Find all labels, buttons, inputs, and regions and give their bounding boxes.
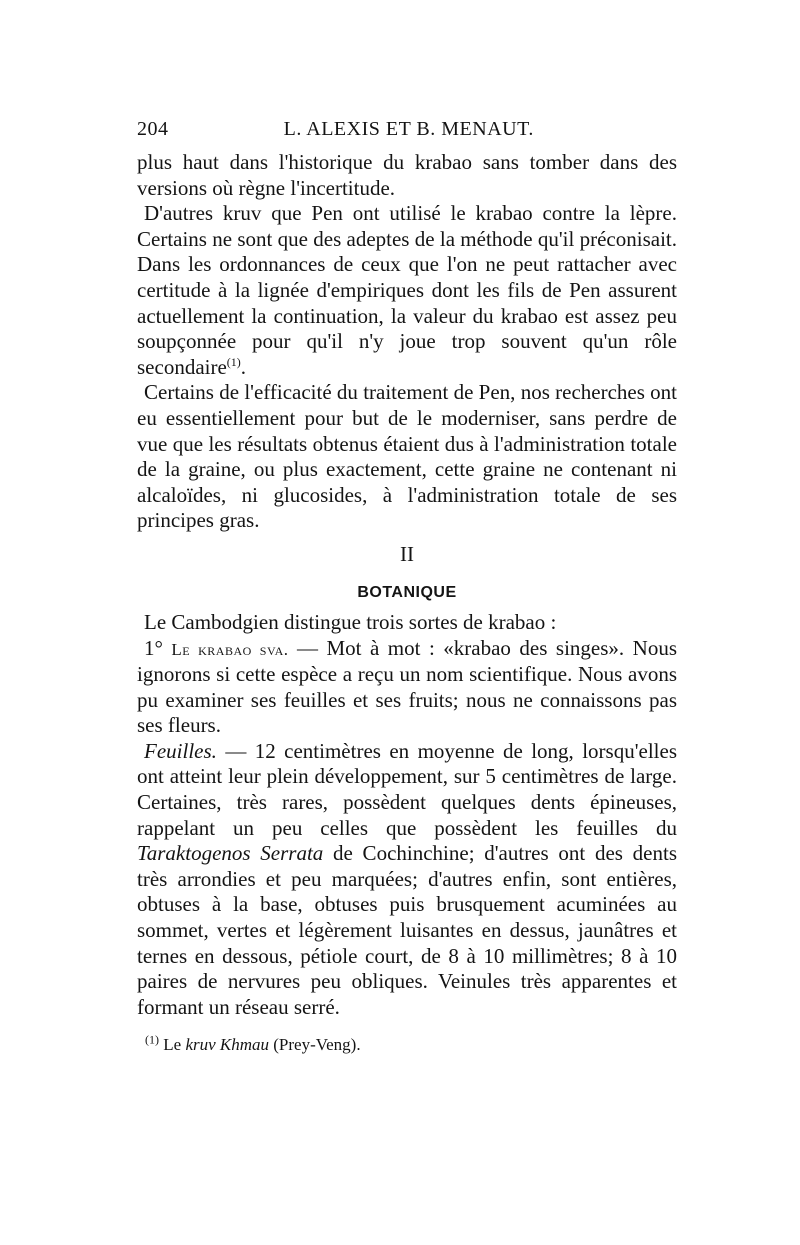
paragraph-traitement: Certains de l'efficacité du traitement de Pen, nos recherches ont eu essentiellement pour but de le moderniser, sans perdre de vue que les résultats obtenus étaient dus à l'administration totale de la graine, ou plus exactement, cette graine ne contenant ni alcaloïdes, ni glucosides, à l'administration totale de ses principes gras.	[137, 380, 677, 533]
item-number: 1°	[144, 635, 163, 660]
feuilles-text-1: — 12 centimètres en moyenne de long, lorsqu'elles ont atteint leur plein développement, sur 5 centimètres de large. Certaines, très rares, possèdent quelques dents épineuses, rappelant un peu celles que possèdent les feuilles du	[137, 738, 677, 840]
main-text	[137, 150, 677, 1058]
page-number: 204	[137, 118, 169, 140]
paragraph-feuilles	[137, 739, 677, 1021]
item-name: Le krabao sva.	[171, 639, 289, 659]
paragraph-continuation: plus haut dans l'historique du krabao sans tomber dans des versions où règne l'incertitude.	[137, 150, 677, 200]
paragraph-kruv-end: .	[240, 354, 247, 379]
footnote-reference: (1)	[226, 354, 241, 369]
feuilles-text-2: de Cochinchine; d'autres ont des dents très arrondies et peu marquées; d'autres enfin, sont entières, obtuses à la base, obtuses puis brusquement acuminées au sommet, vertes et légèrement luisantes en dessus, jaunâtres et ternes en dessous, pétiole court, de 8 à 10 millimètres; 8 à 10 paires de nervures peu obliques. Veinules très apparentes et formant un réseau serré.	[137, 841, 677, 1019]
running-header	[137, 118, 677, 150]
footnote-marker: (1)	[145, 1032, 159, 1047]
footnote-text-post: (Prey-Veng).	[269, 1035, 361, 1055]
section-title: BOTANIQUE	[357, 583, 457, 601]
paragraph-kruv-text: D'autres kruv que Pen ont utilisé le krabao contre la lèpre. Certains ne sont que des adeptes de la méthode qu'il préconisait. Dans les ordonnances de ceux que l'on ne peut rattacher avec certitude à la lignée d'empiriques dont les fils de Pen assurent actuellement la continuation, la valeur du krabao est assez peu soupçonnée pour qu'il n'y joue trop souvent qu'un rôle secondaire	[137, 201, 677, 379]
footnote-italic: kruv Khmau	[185, 1035, 270, 1055]
list-item-krabao-sva	[137, 636, 677, 739]
footnote-text-pre: Le	[159, 1035, 186, 1055]
feuilles-label: Feuilles.	[144, 738, 217, 763]
page	[137, 118, 677, 1058]
botanique-intro: Le Cambodgien distingue trois sortes de krabao :	[144, 609, 557, 634]
paragraph-kruv	[137, 201, 677, 380]
item-description: — Mot à mot : «krabao des singes». Nous ignorons si cette espèce a reçu un nom scientifique. Nous avons pu examiner ses feuilles et ses fruits; nous ne connaissons pas ses fleurs.	[137, 635, 678, 738]
footnote	[137, 1032, 677, 1058]
species-name: Taraktogenos Serrata	[137, 841, 324, 866]
running-title: L. ALEXIS ET B. MENAUT.	[283, 118, 534, 140]
section-number: II	[400, 541, 414, 566]
